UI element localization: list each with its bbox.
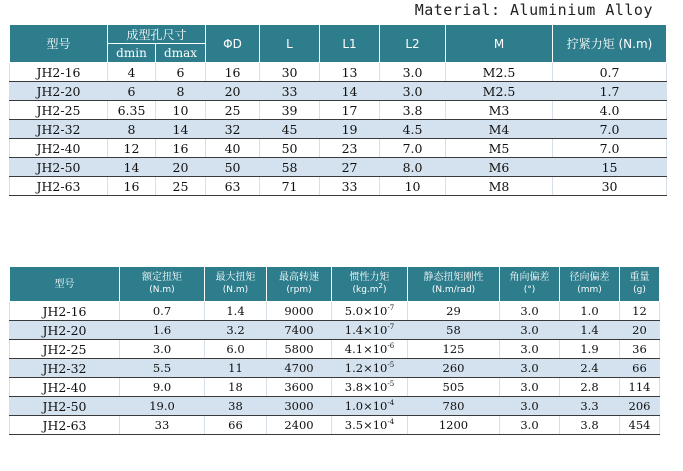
cell-phid: 50 [206,158,260,177]
cell-l1: 23 [320,139,380,158]
cell-radial: 1.0 [560,302,620,321]
cell-torque: 15 [553,158,667,177]
cell-model: JH2-63 [10,416,120,435]
cell-speed: 5800 [267,340,332,359]
cell-dmax: 16 [156,139,206,158]
cell-max: 11 [205,359,267,378]
cell-dmin: 14 [108,158,156,177]
cell-angular: 3.0 [500,340,560,359]
cell-speed: 7400 [267,321,332,340]
table-row [10,82,667,101]
cell-torque: 7.0 [553,139,667,158]
cell-rated: 5.5 [120,359,205,378]
cell-dmax: 14 [156,120,206,139]
cell-inertia: $4.1\times 10^{-6}$ [332,340,408,359]
table-row [10,397,660,416]
cell-l2: 3.8 [380,101,446,120]
table-row [10,101,667,120]
cell-model: JH2-32 [10,359,120,378]
cell-stiffness: 260 [408,359,500,378]
cell-m: M6 [446,158,553,177]
cell-angular: 3.0 [500,302,560,321]
cell-m: M5 [446,139,553,158]
cell-model: JH2-40 [10,378,120,397]
cell-dmin: 12 [108,139,156,158]
cell-speed: 2400 [267,416,332,435]
cell-l: 39 [260,101,320,120]
cell-l2: 10 [380,177,446,196]
cell-inertia: $3.5\times 10^{-4}$ [332,416,408,435]
cell-dmax: 20 [156,158,206,177]
cell-l1: 33 [320,177,380,196]
cell-torque: 1.7 [553,82,667,101]
table-row [10,177,667,196]
cell-dmin: 16 [108,177,156,196]
cell-rated: 0.7 [120,302,205,321]
cell-inertia: $3.8\times 10^{-5}$ [332,378,408,397]
cell-max: 3.2 [205,321,267,340]
cell-model: JH2-20 [10,82,108,101]
cell-l2: 3.0 [380,63,446,82]
table-row [10,416,660,435]
cell-angular: 3.0 [500,321,560,340]
header-dmax: dmax [156,44,206,63]
cell-m: M2.5 [446,82,553,101]
cell-radial: 2.4 [560,359,620,378]
header-weight: 重量 (g) [620,267,660,302]
header-model: 型号 [10,267,120,302]
dimensions-table [9,24,667,196]
cell-l1: 17 [320,101,380,120]
header-bore-size: 成型孔尺寸 [108,25,206,44]
cell-radial: 1.9 [560,340,620,359]
cell-l: 50 [260,139,320,158]
cell-dmax: 25 [156,177,206,196]
cell-speed: 4700 [267,359,332,378]
cell-dmax: 10 [156,101,206,120]
cell-inertia: $5.0\times 10^{-7}$ [332,302,408,321]
header-inertia: 惯性力矩 $(kg.m^2)$ [332,267,408,302]
cell-inertia: $1.4\times 10^{-7}$ [332,321,408,340]
cell-m: M8 [446,177,553,196]
cell-dmax: 6 [156,63,206,82]
cell-rated: 3.0 [120,340,205,359]
cell-weight: 12 [620,302,660,321]
cell-phid: 16 [206,63,260,82]
cell-l2: 8.0 [380,158,446,177]
cell-dmin: 4 [108,63,156,82]
table-row [10,321,660,340]
header-model: 型号 [10,25,108,63]
cell-m: M3 [446,101,553,120]
cell-max: 66 [205,416,267,435]
cell-model: JH2-16 [10,302,120,321]
cell-l2: 7.0 [380,139,446,158]
cell-model: JH2-25 [10,340,120,359]
cell-speed: 3600 [267,378,332,397]
cell-model: JH2-63 [10,177,108,196]
table-row [10,120,667,139]
cell-m: M2.5 [446,63,553,82]
cell-torque: 4.0 [553,101,667,120]
cell-speed: 3000 [267,397,332,416]
header-dmin: dmin [108,44,156,63]
cell-stiffness: 505 [408,378,500,397]
cell-speed: 9000 [267,302,332,321]
cell-l1: 19 [320,120,380,139]
cell-dmin: 6 [108,82,156,101]
cell-m: M4 [446,120,553,139]
header-stiffness: 静态扭矩刚性 (N.m/rad) [408,267,500,302]
header-rated-torque: 额定扭矩 (N.m) [120,267,205,302]
cell-dmin: 8 [108,120,156,139]
cell-l1: 27 [320,158,380,177]
cell-weight: 36 [620,340,660,359]
cell-radial: 3.8 [560,416,620,435]
cell-angular: 3.0 [500,397,560,416]
cell-rated: 33 [120,416,205,435]
cell-max: 6.0 [205,340,267,359]
header-phi-d: ΦD [206,25,260,63]
cell-model: JH2-32 [10,120,108,139]
table-row [10,139,667,158]
header-angular-misalignment: 角向偏差 (°) [500,267,560,302]
material-label: Material: Aluminium Alloy [414,1,653,19]
header-radial-misalignment: 径向偏差 (mm) [560,267,620,302]
header-l2: L2 [380,25,446,63]
cell-l2: 4.5 [380,120,446,139]
cell-weight: 66 [620,359,660,378]
cell-model: JH2-50 [10,158,108,177]
cell-stiffness: 58 [408,321,500,340]
header-torque: 拧紧力矩 (N.m) [553,25,667,63]
cell-l: 71 [260,177,320,196]
cell-stiffness: 1200 [408,416,500,435]
cell-model: JH2-50 [10,397,120,416]
table-row [10,378,660,397]
cell-weight: 20 [620,321,660,340]
cell-max: 18 [205,378,267,397]
cell-inertia: $1.0\times 10^{-4}$ [332,397,408,416]
cell-stiffness: 125 [408,340,500,359]
cell-l: 33 [260,82,320,101]
cell-torque: 30 [553,177,667,196]
cell-model: JH2-20 [10,321,120,340]
cell-model: JH2-16 [10,63,108,82]
cell-stiffness: 29 [408,302,500,321]
cell-l: 58 [260,158,320,177]
cell-torque: 7.0 [553,120,667,139]
cell-l: 30 [260,63,320,82]
cell-weight: 454 [620,416,660,435]
cell-dmin: 6.35 [108,101,156,120]
cell-radial: 2.8 [560,378,620,397]
table-row [10,302,660,321]
table-row [10,359,660,378]
cell-angular: 3.0 [500,378,560,397]
cell-l2: 3.0 [380,82,446,101]
cell-angular: 3.0 [500,359,560,378]
table-row [10,63,667,82]
header-m: M [446,25,553,63]
cell-rated: 1.6 [120,321,205,340]
cell-phid: 32 [206,120,260,139]
cell-l: 45 [260,120,320,139]
performance-table [9,266,660,435]
cell-rated: 9.0 [120,378,205,397]
cell-inertia: $1.2\times 10^{-5}$ [332,359,408,378]
cell-model: JH2-40 [10,139,108,158]
header-l1: L1 [320,25,380,63]
cell-rated: 19.0 [120,397,205,416]
cell-weight: 114 [620,378,660,397]
cell-model: JH2-25 [10,101,108,120]
cell-radial: 1.4 [560,321,620,340]
cell-weight: 206 [620,397,660,416]
table-row [10,340,660,359]
cell-l1: 13 [320,63,380,82]
header-max-speed: 最高转速 (rpm) [267,267,332,302]
cell-max: 1.4 [205,302,267,321]
cell-radial: 3.3 [560,397,620,416]
cell-phid: 40 [206,139,260,158]
cell-l1: 14 [320,82,380,101]
cell-dmax: 8 [156,82,206,101]
table-row [10,158,667,177]
cell-phid: 25 [206,101,260,120]
cell-phid: 20 [206,82,260,101]
header-max-torque: 最大扭矩 (N.m) [205,267,267,302]
cell-stiffness: 780 [408,397,500,416]
header-l: L [260,25,320,63]
cell-phid: 63 [206,177,260,196]
cell-angular: 3.0 [500,416,560,435]
cell-max: 38 [205,397,267,416]
cell-torque: 0.7 [553,63,667,82]
